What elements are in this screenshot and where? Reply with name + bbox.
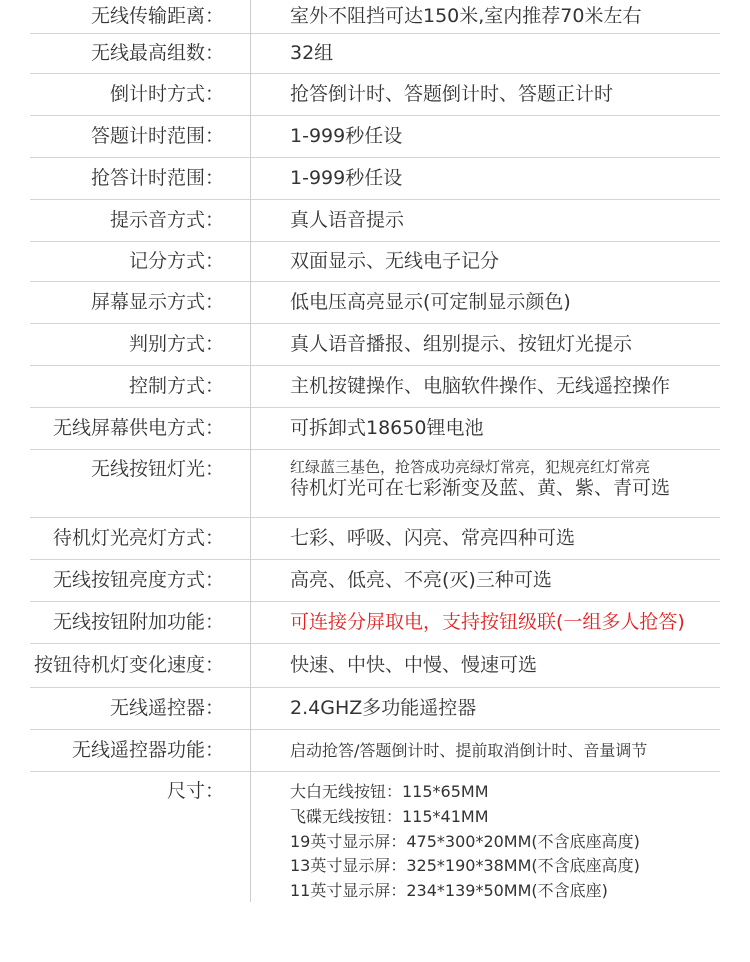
spec-value: 真人语音播报、组别提示、按钮灯光提示 (290, 332, 633, 355)
spec-value: 七彩、呼吸、闪亮、常亮四种可选 (290, 526, 576, 549)
spec-value-line: 红绿蓝三基色，抢答成功亮绿灯常亮，犯规亮红灯常亮 (290, 458, 651, 476)
spec-row-prompt-sound (30, 200, 720, 242)
spec-value: 2.4GHZ多功能遥控器 (290, 696, 477, 719)
spec-row-dimensions (30, 772, 720, 907)
spec-row-wireless-range (30, 0, 720, 34)
spec-label: 答题计时范围： (90, 125, 224, 147)
spec-label: 按钮待机灯变化速度： (33, 654, 224, 676)
spec-value: 双面显示、无线电子记分 (290, 249, 500, 272)
spec-value: 真人语音提示 (290, 208, 405, 231)
spec-value: 室外不阻挡可达150米,室内推荐70米左右 (290, 4, 642, 27)
spec-label: 尺寸： (166, 780, 224, 802)
spec-value: 低电压高亮显示(可定制显示颜色) (290, 290, 571, 313)
spec-value-line: 大白无线按钮：115*65MM (290, 782, 489, 801)
spec-row-max-groups (30, 34, 720, 74)
spec-value (250, 450, 720, 517)
spec-label: 无线按钮灯光： (90, 458, 224, 480)
spec-label: 无线传输距离： (90, 5, 224, 27)
spec-label: 待机灯光亮灯方式： (52, 527, 224, 549)
spec-row-remote-function (30, 730, 720, 772)
spec-label: 无线最高组数： (90, 42, 224, 64)
spec-row-remote (30, 688, 720, 730)
spec-label: 控制方式： (128, 375, 224, 397)
spec-row-standby-speed (30, 644, 720, 688)
spec-label: 提示音方式： (109, 209, 224, 231)
spec-label: 无线按钮附加功能： (52, 611, 224, 633)
spec-value: 主机按键操作、电脑软件操作、无线遥控操作 (290, 374, 671, 397)
spec-label: 屏幕显示方式： (90, 291, 224, 313)
spec-value (250, 602, 720, 643)
spec-value: 快速、中快、中慢、慢速可选 (290, 653, 538, 676)
spec-label: 判别方式： (128, 333, 224, 355)
spec-label: 记分方式： (128, 250, 224, 272)
spec-row-standby-light-mode (30, 518, 720, 560)
spec-row-screen-display (30, 282, 720, 324)
spec-value-line: 飞碟无线按钮：115*41MM (290, 806, 489, 826)
spec-label: 无线屏幕供电方式： (52, 417, 224, 439)
spec-row-buzz-timer-range (30, 158, 720, 200)
spec-row-button-extra (30, 602, 720, 644)
spec-value: 1-999秒任设 (290, 166, 403, 189)
spec-value-line: 13英寸显示屏：325*190*38MM(不含底座高度) (290, 856, 640, 876)
spec-label: 无线按钮亮度方式： (52, 569, 224, 591)
spec-label: 抢答计时范围： (90, 167, 224, 189)
spec-label: 倒计时方式： (109, 83, 224, 105)
column-divider (250, 0, 251, 902)
spec-row-button-brightness (30, 560, 720, 602)
spec-value: 1-999秒任设 (290, 124, 403, 147)
spec-row-judging (30, 324, 720, 366)
spec-value: 高亮、低亮、不亮(灭)三种可选 (290, 568, 552, 591)
spec-value: 抢答倒计时、答题倒计时、答题正计时 (290, 82, 614, 105)
spec-label: 无线遥控器功能： (71, 739, 224, 761)
spec-value: 启动抢答/答题倒计时、提前取消倒计时、音量调节 (290, 740, 648, 760)
spec-row-screen-power (30, 408, 720, 450)
spec-row-answer-timer-range (30, 116, 720, 158)
spec-row-control (30, 366, 720, 408)
spec-row-countdown-mode (30, 74, 720, 116)
spec-row-scoring (30, 242, 720, 282)
spec-value-line: 19英寸显示屏：475*300*20MM(不含底座高度) (290, 831, 640, 851)
spec-row-button-light (30, 450, 720, 518)
spec-value-line: 11英寸显示屏：234*139*50MM(不含底座) (290, 881, 608, 901)
spec-label: 无线遥控器： (109, 697, 224, 719)
spec-value: 可拆卸式18650锂电池 (290, 416, 484, 439)
highlight-text: 可连接分屏取电，支持按钮级联(一组多人抢答) (290, 610, 685, 633)
spec-value-line: 待机灯光可在七彩渐变及蓝、黄、紫、青可选 (290, 476, 671, 499)
spec-value: 32组 (290, 41, 334, 64)
spec-value (250, 772, 720, 907)
